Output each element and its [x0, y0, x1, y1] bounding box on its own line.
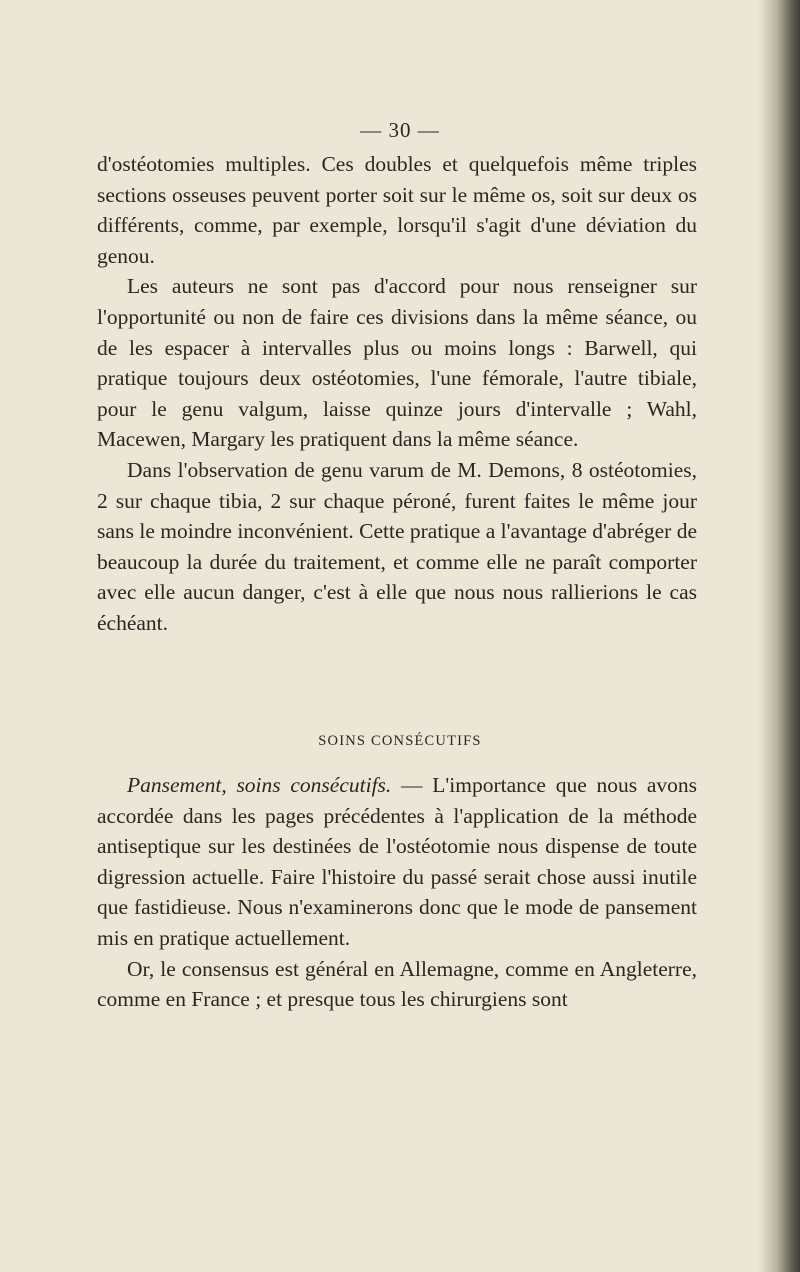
page-number: — 30 — [360, 118, 440, 142]
text-block-bottom [97, 770, 697, 1015]
paragraph-lead-rest: — L'importance que nous avons accordée dans les pages précédentes à l'application de la méthode antiseptique sur les destinées de l'ostéotomie nous dispense de toute digression actuelle. Faire l'histoire du passé serait chose aussi inutile que fastidieuse. Nous n'examinerons donc que le mode de pansement mis en pratique actuellement. [97, 773, 697, 950]
paragraph-pansement [97, 770, 697, 954]
paragraph-lead-italic: Pansement, soins consécutifs. [127, 773, 392, 797]
section-heading: SOINS CONSÉCUTIFS [318, 733, 482, 749]
paragraph-observation: Dans l'observation de genu varum de M. Demons, 8 ostéotomies, 2 sur chaque tibia, 2 sur chaque péroné, furent faites le même jour sans le moindre inconvénient. Cette pratique a l'avantage d'abréger de beaucoup la durée du traitement, et comme elle ne paraît comporter avec elle aucun danger, c'est à elle que nous nous rallierions le cas échéant. [97, 457, 697, 635]
paragraph-auteurs: Les auteurs ne sont pas d'accord pour nous renseigner sur l'opportunité ou non de faire ces divisions dans la même séance, ou de les espacer à intervalles plus ou moins longs : Barwell, qui pratique toujours deux ostéotomies, l'une fémorale, l'autre tibiale, pour le genu valgum, laisse quinze jours d'intervalle ; Wahl, Macewen, Margary les pratiquent dans la même séance. [97, 274, 697, 452]
paragraph-consensus: Or, le consensus est général en Allemagne, comme en Angleterre, comme en France ; et presque tous les chirurgiens sont [97, 956, 697, 1012]
text-block-top [97, 149, 697, 639]
page-edge-shadow [758, 0, 800, 1272]
paragraph-continuation: d'ostéotomies multiples. Ces doubles et quelquefois même triples sections osseuses peuvent porter soit sur le même os, soit sur deux os différents, comme, par exemple, lorsqu'il s'agit d'une déviation du genou. [97, 152, 697, 268]
